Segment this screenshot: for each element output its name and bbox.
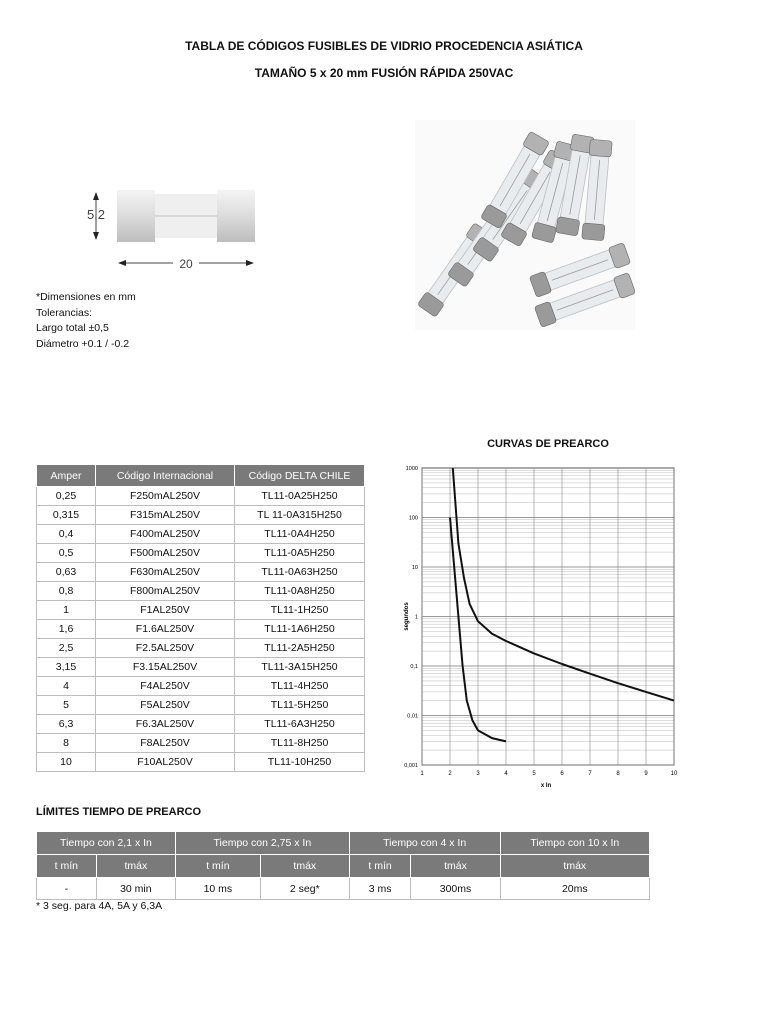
table-cell: F800mAL250V <box>96 582 235 601</box>
table-cell: TL 11-0A315H250 <box>235 506 365 525</box>
table-cell: TL11-6A3H250 <box>235 715 365 734</box>
table-cell: F5AL250V <box>96 696 235 715</box>
table-cell: 1,6 <box>37 620 96 639</box>
fuse-codes-table <box>36 464 365 772</box>
table-cell: 0,63 <box>37 563 96 582</box>
x-tick-label: 6 <box>560 771 564 777</box>
table-row <box>37 506 365 525</box>
sub-header: tmáx <box>411 855 500 878</box>
table-cell: 0,4 <box>37 525 96 544</box>
y-axis-label: segundos <box>404 602 410 631</box>
y-tick-label: 0,01 <box>407 713 418 720</box>
table-cell: TL11-3A15H250 <box>235 658 365 677</box>
table-cell: F315mAL250V <box>96 506 235 525</box>
table-cell: F6.3AL250V <box>96 715 235 734</box>
table-cell: F1.6AL250V <box>96 620 235 639</box>
table-row <box>37 582 365 601</box>
prearc-curves-chart <box>396 458 686 794</box>
table-row <box>37 734 365 753</box>
table-cell: F2.5AL250V <box>96 639 235 658</box>
fuse-dimension-diagram <box>80 180 270 275</box>
x-tick-label: 4 <box>504 771 508 777</box>
sub-header: tmáx <box>500 855 649 878</box>
sub-header: tmáx <box>96 855 175 878</box>
note-line: Tolerancias: <box>36 306 93 319</box>
footnote: * 3 seg. para 4A, 5A y 6,3A <box>36 900 163 912</box>
table-cell: F10AL250V <box>96 753 235 772</box>
limit-value: - <box>37 878 97 900</box>
y-tick-label: 100 <box>408 515 418 522</box>
table-cell: TL11-0A8H250 <box>235 582 365 601</box>
length-label: 20 <box>179 257 193 271</box>
table-cell: TL11-1A6H250 <box>235 620 365 639</box>
table-cell: TL11-5H250 <box>235 696 365 715</box>
table-cell: F400mAL250V <box>96 525 235 544</box>
table-row <box>37 563 365 582</box>
limit-value: 30 min <box>96 878 175 900</box>
sub-header: t mín <box>37 855 97 878</box>
x-tick-label: 1 <box>420 771 424 777</box>
group-header: Tiempo con 2,1 x In <box>37 832 176 855</box>
x-tick-label: 3 <box>476 771 480 777</box>
table-row <box>37 677 365 696</box>
group-header: Tiempo con 10 x In <box>500 832 649 855</box>
sub-header: t mín <box>349 855 411 878</box>
column-header: Amper <box>37 465 96 487</box>
note-line: *Dimensiones en mm <box>36 291 136 303</box>
table-cell: 0,25 <box>37 487 96 506</box>
table-row <box>37 487 365 506</box>
x-tick-label: 8 <box>616 771 620 777</box>
x-tick-label: 5 <box>532 771 536 777</box>
table-row <box>37 753 365 772</box>
limit-value: 20ms <box>500 878 649 900</box>
prearc-limits-table <box>36 831 650 900</box>
group-header: Tiempo con 2,75 x In <box>175 832 349 855</box>
table-cell: TL11-4H250 <box>235 677 365 696</box>
table-cell: TL11-0A4H250 <box>235 525 365 544</box>
table-cell: 0,8 <box>37 582 96 601</box>
table-cell: 10 <box>37 753 96 772</box>
x-tick-label: 9 <box>644 771 648 777</box>
table-cell: 2,5 <box>37 639 96 658</box>
table-row <box>37 696 365 715</box>
x-tick-label: 2 <box>448 771 452 777</box>
note-line: Diámetro +0.1 / -0.2 <box>36 337 130 350</box>
table-cell: F630mAL250V <box>96 563 235 582</box>
y-tick-label: 10 <box>411 565 418 571</box>
table-cell: 5 <box>37 696 96 715</box>
chart-title: CURVAS DE PREARCO <box>487 438 609 450</box>
table-cell: 4 <box>37 677 96 696</box>
glass-fuses-photo <box>415 120 635 330</box>
sub-header: t mín <box>175 855 260 878</box>
table-row <box>37 525 365 544</box>
limit-value: 3 ms <box>349 878 411 900</box>
table-cell: TL11-0A63H250 <box>235 563 365 582</box>
table-row <box>37 620 365 639</box>
table-cell: F3.15AL250V <box>96 658 235 677</box>
table-row <box>37 639 365 658</box>
table-cell: F500mAL250V <box>96 544 235 563</box>
sub-header: tmáx <box>260 855 349 878</box>
x-tick-label: 7 <box>588 771 592 777</box>
table-cell: TL11-0A25H250 <box>235 487 365 506</box>
y-tick-label: 0,001 <box>404 763 418 769</box>
table-cell: TL11-8H250 <box>235 734 365 753</box>
table-cell: F250mAL250V <box>96 487 235 506</box>
column-header: Código DELTA CHILE <box>235 465 365 487</box>
page-title: TABLA DE CÓDIGOS FUSIBLES DE VIDRIO PROCEDENCIA ASIÁTICA <box>185 39 583 53</box>
page-subtitle: TAMAÑO 5 x 20 mm FUSIÓN RÁPIDA 250VAC <box>254 66 514 80</box>
y-tick-label: 1000 <box>405 466 418 472</box>
table-cell: TL11-0A5H250 <box>235 544 365 563</box>
column-header: Código Internacional <box>96 465 235 487</box>
x-axis-label: x In <box>540 783 552 789</box>
table-cell: F4AL250V <box>96 677 235 696</box>
limit-value: 300ms <box>411 878 500 900</box>
table-row <box>37 544 365 563</box>
table-cell: F8AL250V <box>96 734 235 753</box>
limit-value: 2 seg* <box>260 878 349 900</box>
dimension-notes <box>36 290 136 352</box>
group-header: Tiempo con 4 x In <box>349 832 500 855</box>
table-row <box>37 715 365 734</box>
y-tick-label: 0,1 <box>410 664 418 670</box>
table-cell: 0,5 <box>37 544 96 563</box>
table-cell: 1 <box>37 601 96 620</box>
limit-value: 10 ms <box>175 878 260 900</box>
y-tick-label: 1 <box>414 614 418 621</box>
table-row <box>37 658 365 677</box>
table-cell: TL11-1H250 <box>235 601 365 620</box>
table-cell: 3,15 <box>37 658 96 677</box>
section-title: LÍMITES TIEMPO DE PREARCO <box>36 806 202 818</box>
table-row <box>37 601 365 620</box>
table-cell: 6,3 <box>37 715 96 734</box>
table-cell: F1AL250V <box>96 601 235 620</box>
table-cell: 0,315 <box>37 506 96 525</box>
table-cell: 8 <box>37 734 96 753</box>
table-cell: TL11-2A5H250 <box>235 639 365 658</box>
table-cell: TL11-10H250 <box>235 753 365 772</box>
diameter-label: 5,2 <box>86 207 106 222</box>
x-tick-label: 10 <box>670 771 678 777</box>
note-line: Largo total ±0,5 <box>36 322 109 334</box>
